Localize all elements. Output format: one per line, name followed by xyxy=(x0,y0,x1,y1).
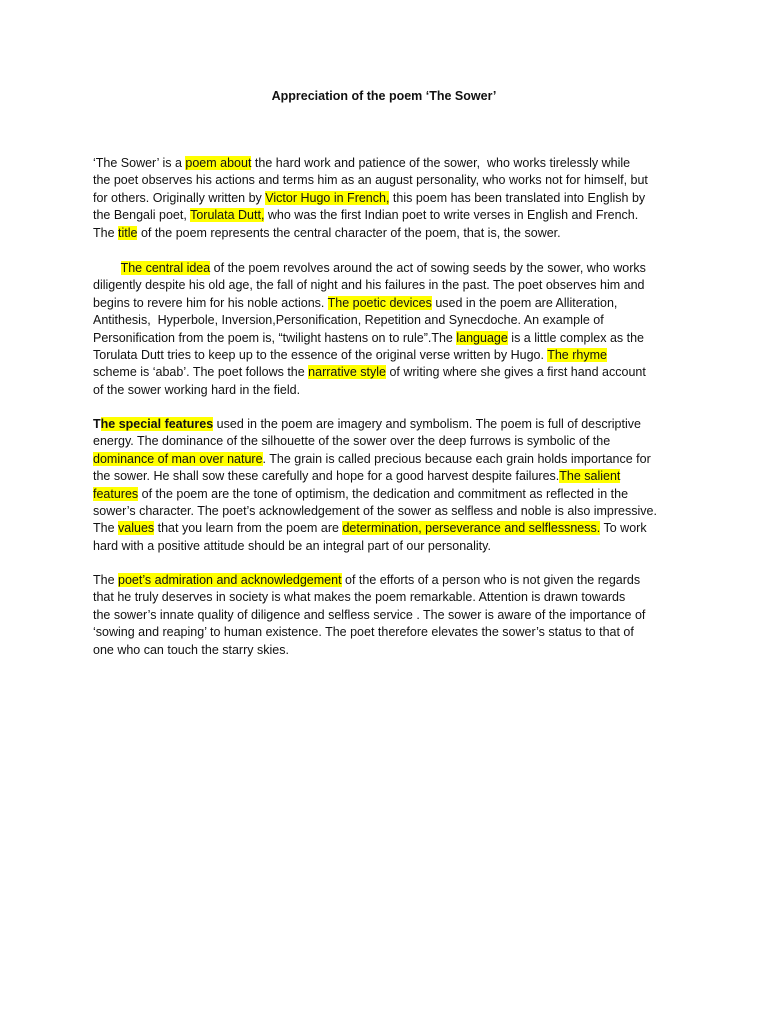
text-run: T xyxy=(93,417,101,431)
text-run: for others. Originally written by xyxy=(93,190,266,205)
text-run: ‘sowing and reaping’ to human existence. The poet therefore elevates the sower’s status to that of xyxy=(93,625,634,640)
text-run: of the efforts of a person who is not given the regards xyxy=(341,573,641,587)
text-line xyxy=(93,589,683,606)
highlighted-phrase: The salient xyxy=(559,469,621,484)
text-line xyxy=(93,155,683,172)
text-line xyxy=(93,277,683,294)
text-line xyxy=(93,347,683,364)
text-run: the poet observes his actions and terms him as an august personality, who works not for himself, but xyxy=(93,173,648,188)
text-line xyxy=(93,538,683,555)
highlighted-phrase: determination, perseverance and selflessness. xyxy=(342,521,601,536)
text-run: who was the first Indian poet to write verses in English and French. xyxy=(264,208,639,223)
text-run: energy. The dominance of the silhouette of the sower over the deep furrows is symbolic of the xyxy=(93,434,611,449)
text-run: Antithesis, Hyperbole, Inversion,Personification, Repetition and Synecdoche. An example of xyxy=(93,313,604,328)
text-run: the hard work and patience of the sower, who works tirelessly while xyxy=(251,156,631,170)
text-line xyxy=(93,624,683,641)
text-run: Personification from the poem is, “twilight hastens on to rule”.The xyxy=(93,330,457,345)
text-line xyxy=(93,207,683,224)
text-run: that he truly deserves in society is what makes the poem remarkable. Attention is drawn towards xyxy=(93,590,626,605)
text-run: that you learn from the poem are xyxy=(154,521,343,536)
text-line xyxy=(93,503,683,520)
highlighted-phrase: features xyxy=(93,486,139,501)
text-run: of the poem represents the central character of the poem, that is, the sower. xyxy=(137,225,561,240)
highlighted-phrase: narrative style xyxy=(308,365,386,380)
text-line xyxy=(93,607,683,624)
text-line xyxy=(93,364,683,381)
text-line xyxy=(93,468,683,485)
text-line xyxy=(93,260,683,277)
text-line xyxy=(93,312,683,329)
text-run: begins to revere him for his noble actions. xyxy=(93,295,328,310)
text-run: used in the poem are imagery and symbolism. The poem is full of descriptive xyxy=(213,417,641,431)
text-run: one who can touch the starry skies. xyxy=(93,642,289,657)
text-run: sower’s character. The poet’s acknowledgement of the sower as selfless and noble is also impressive. xyxy=(93,503,657,518)
text-run: of the sower working hard in the field. xyxy=(93,382,301,397)
highlighted-phrase: dominance of man over nature xyxy=(93,451,263,466)
text-line xyxy=(93,330,683,347)
text-run: hard with a positive attitude should be an integral part of our personality. xyxy=(93,538,491,553)
text-line xyxy=(93,451,683,468)
highlighted-phrase: The poetic devices xyxy=(327,295,432,310)
text-run: The xyxy=(93,573,119,587)
text-line xyxy=(93,225,683,242)
text-line xyxy=(93,295,683,312)
text-run: . The grain is called precious because each grain holds importance for xyxy=(262,451,651,466)
text-run: scheme is ‘abab’. The poet follows the xyxy=(93,365,309,380)
text-line xyxy=(93,190,683,207)
text-run: ‘The Sower’ is a xyxy=(93,156,186,170)
text-run: this poem has been translated into English by xyxy=(389,190,646,205)
text-run: of the poem are the tone of optimism, the dedication and commitment as reflected in the xyxy=(138,486,629,501)
text-run: The xyxy=(93,521,119,536)
highlighted-phrase: language xyxy=(456,330,508,345)
text-run: is a little complex as the xyxy=(507,330,644,345)
text-run: of writing where she gives a first hand account xyxy=(385,365,646,380)
highlighted-phrase: title xyxy=(118,225,138,240)
paragraph-intro xyxy=(93,155,683,242)
text-run: of the poem revolves around the act of sowing seeds by the sower, who works xyxy=(210,261,646,275)
text-line xyxy=(93,520,683,537)
text-line xyxy=(93,642,683,659)
paragraph-admiration xyxy=(93,572,683,659)
highlighted-phrase: The rhyme xyxy=(547,347,607,362)
highlighted-phrase: poet’s admiration and acknowledgement xyxy=(118,573,342,587)
highlighted-phrase: Torulata Dutt, xyxy=(190,208,265,223)
text-line xyxy=(93,172,683,189)
text-run: diligently despite his old age, the fall of night and his failures in the past. The poet observes him and xyxy=(93,278,645,293)
text-line xyxy=(93,382,683,399)
text-run: Torulata Dutt tries to keep up to the essence of the original verse written by Hugo. xyxy=(93,347,548,362)
text-line xyxy=(93,433,683,450)
text-line xyxy=(93,572,683,589)
text-run: the sower. He shall sow these carefully and hope for a good harvest despite failures. xyxy=(93,469,560,484)
text-run: used in the poem are Alliteration, xyxy=(431,295,618,310)
text-run: To work xyxy=(600,521,647,536)
document-title: Appreciation of the poem ‘The Sower’ xyxy=(271,89,497,103)
highlighted-phrase: he special features xyxy=(100,417,214,431)
paragraph-special-features xyxy=(93,416,683,555)
text-line xyxy=(93,416,683,433)
text-run xyxy=(93,261,121,275)
highlighted-phrase: The central idea xyxy=(120,261,211,275)
paragraph-central-idea xyxy=(93,260,683,399)
text-run: The xyxy=(93,225,119,240)
text-run: the Bengali poet, xyxy=(93,208,191,223)
highlighted-phrase: Victor Hugo in French, xyxy=(265,190,390,205)
highlighted-phrase: poem about xyxy=(185,156,252,170)
highlighted-phrase: values xyxy=(118,521,155,536)
text-run: the sower’s innate quality of diligence and selfless service . The sower is aware of the importance of xyxy=(93,607,646,622)
text-line xyxy=(93,486,683,503)
